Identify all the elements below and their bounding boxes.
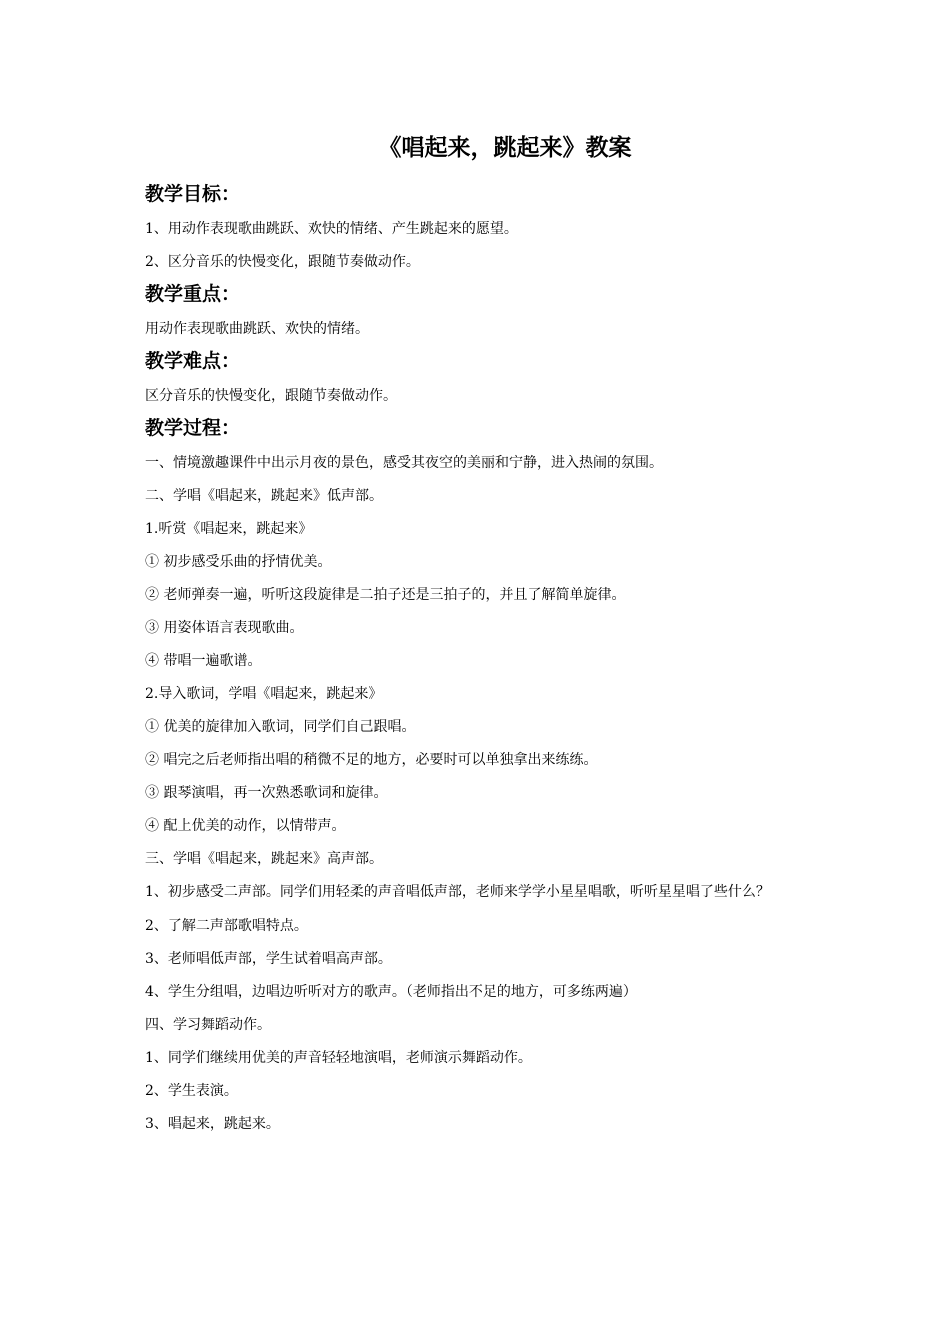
objective-item: 1、用动作表现歌曲跳跃、欢快的情绪、产生跳起来的愿望。 xyxy=(145,221,518,237)
process-item: ④ 配上优美的动作，以情带声。 xyxy=(145,818,346,834)
process-item: 3、唱起来，跳起来。 xyxy=(145,1116,280,1132)
document-page xyxy=(145,130,825,1140)
process-item: ② 老师弹奏一遍，听听这段旋律是二拍子还是三拍子的，并且了解简单旋律。 xyxy=(145,587,626,603)
process-item: ① 初步感受乐曲的抒情优美。 xyxy=(145,554,332,570)
heading-difficulties: 教学难点： xyxy=(145,350,241,372)
heading-process: 教学过程： xyxy=(145,417,241,439)
process-item: 三、学唱《唱起来，跳起来》高声部。 xyxy=(145,851,383,867)
objective-item: 2、区分音乐的快慢变化，跟随节奏做动作。 xyxy=(145,254,420,270)
process-item: 1、初步感受二声部。同学们用轻柔的声音唱低声部，老师来学学小星星唱歌，听听星星唱了些什么？ xyxy=(145,884,770,900)
process-item: ② 唱完之后老师指出唱的稍微不足的地方，必要时可以单独拿出来练练。 xyxy=(145,752,598,768)
heading-objectives: 教学目标： xyxy=(145,183,241,205)
process-item: 4、学生分组唱，边唱边听听对方的歌声。（老师指出不足的地方，可多练两遍） xyxy=(145,984,637,1000)
process-item: 3、老师唱低声部，学生试着唱高声部。 xyxy=(145,951,392,967)
process-item: 四、学习舞蹈动作。 xyxy=(145,1017,271,1033)
process-item: 2、了解二声部歌唱特点。 xyxy=(145,918,308,934)
process-item: 一、情境激趣课件中出示月夜的景色，感受其夜空的美丽和宁静，进入热闹的氛围。 xyxy=(145,455,663,471)
document-title: 《唱起来，跳起来》教案 xyxy=(378,135,632,161)
process-item: 1、同学们继续用优美的声音轻轻地演唱，老师演示舞蹈动作。 xyxy=(145,1050,532,1066)
heading-key-points: 教学重点： xyxy=(145,283,241,305)
process-item: ③ 跟琴演唱，再一次熟悉歌词和旋律。 xyxy=(145,785,388,801)
process-item: ③ 用姿体语言表现歌曲。 xyxy=(145,620,304,636)
difficulty-item: 区分音乐的快慢变化，跟随节奏做动作。 xyxy=(145,388,397,404)
process-item: 2.导入歌词，学唱《唱起来，跳起来》 xyxy=(145,686,383,702)
process-item: 2、学生表演。 xyxy=(145,1083,238,1099)
process-item: 1.听赏《唱起来，跳起来》 xyxy=(145,521,313,537)
process-item: ① 优美的旋律加入歌词，同学们自己跟唱。 xyxy=(145,719,416,735)
process-item: 二、学唱《唱起来，跳起来》低声部。 xyxy=(145,488,383,504)
key-point-item: 用动作表现歌曲跳跃、欢快的情绪。 xyxy=(145,321,369,337)
process-item: ④ 带唱一遍歌谱。 xyxy=(145,653,262,669)
